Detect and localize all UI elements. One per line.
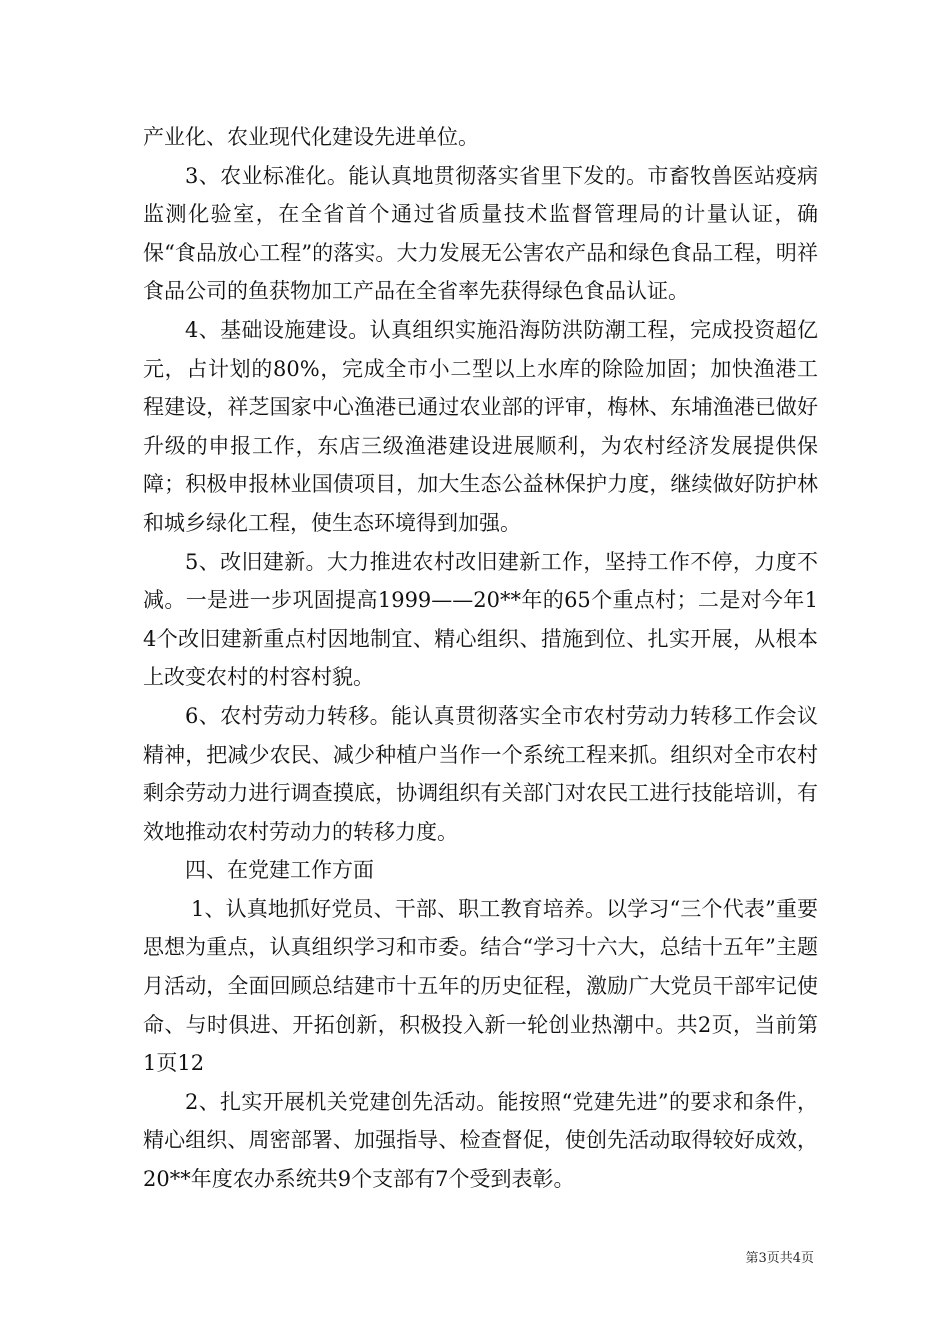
- document-body: [143, 118, 818, 1199]
- paragraph-labor-transfer: 6、农村劳动力转移。能认真贯彻落实全市农村劳动力转移工作会议精神，把减少农民、减少种植户当作一个系统工程来抓。组织对全市农村剩余劳动力进行调查摸底，协调组织有关部门对农民工进行技能培训，有效地推动农村劳动力的转移力度。: [143, 703, 818, 844]
- paragraph-renovation: 5、改旧建新。大力推进农村改旧建新工作，坚持工作不停，力度不减。一是进一步巩固提高1999——20**年的65个重点村；二是对今年14个改旧建新重点村因地制宜、精心组织、措施到位、扎实开展，从根本上改变农村的村容村貌。: [143, 549, 818, 690]
- paragraph-party-education: 1、认真地抓好党员、干部、职工教育培养。以学习“三个代表”重要思想为重点，认真组织学习和市委。结合“学习十六大，总结十五年”主题月活动，全面回顾总结建市十五年的历史征程，激励广大党员干部牢记使命、与时俱进、开拓创新，积极投入新一轮创业热潮中。共2页，当前第1页12: [143, 896, 818, 1076]
- paragraph-infrastructure: 4、基础设施建设。认真组织实施沿海防洪防潮工程，完成投资超亿元，占计划的80%，完成全市小二型以上水库的除险加固；加快渔港工程建设，祥芝国家中心渔港已通过农业部的评审，梅林、东埔渔港已做好升级的申报工作，东店三级渔港建设进展顺利，为农村经济发展提供保障；积极申报林业国债项目，加大生态公益林保护力度，继续做好防护林和城乡绿化工程，使生态环境得到加强。: [143, 317, 818, 535]
- paragraph-party-activities: 2、扎实开展机关党建创先活动。能按照“党建先进”的要求和条件，精心组织、周密部署、加强指导、检查督促，使创先活动取得较好成效，20**年度农办系统共9个支部有7个受到表彰。: [143, 1089, 818, 1192]
- section-heading-party-building: 四、在党建工作方面: [185, 858, 374, 883]
- page-number-footer: 第3页共4页: [745, 1251, 814, 1266]
- paragraph-continuation: 产业化、农业现代化建设先进单位。: [143, 125, 479, 149]
- paragraph-agri-standardization: 3、农业标准化。能认真地贯彻落实省里下发的。市畜牧兽医站疫病监测化验室，在全省首个通过省质量技术监督管理局的计量认证，确保“食品放心工程”的落实。大力发展无公害农产品和绿色食品工程，明祥食品公司的鱼获物加工产品在全省率先获得绿色食品认证。: [143, 163, 818, 304]
